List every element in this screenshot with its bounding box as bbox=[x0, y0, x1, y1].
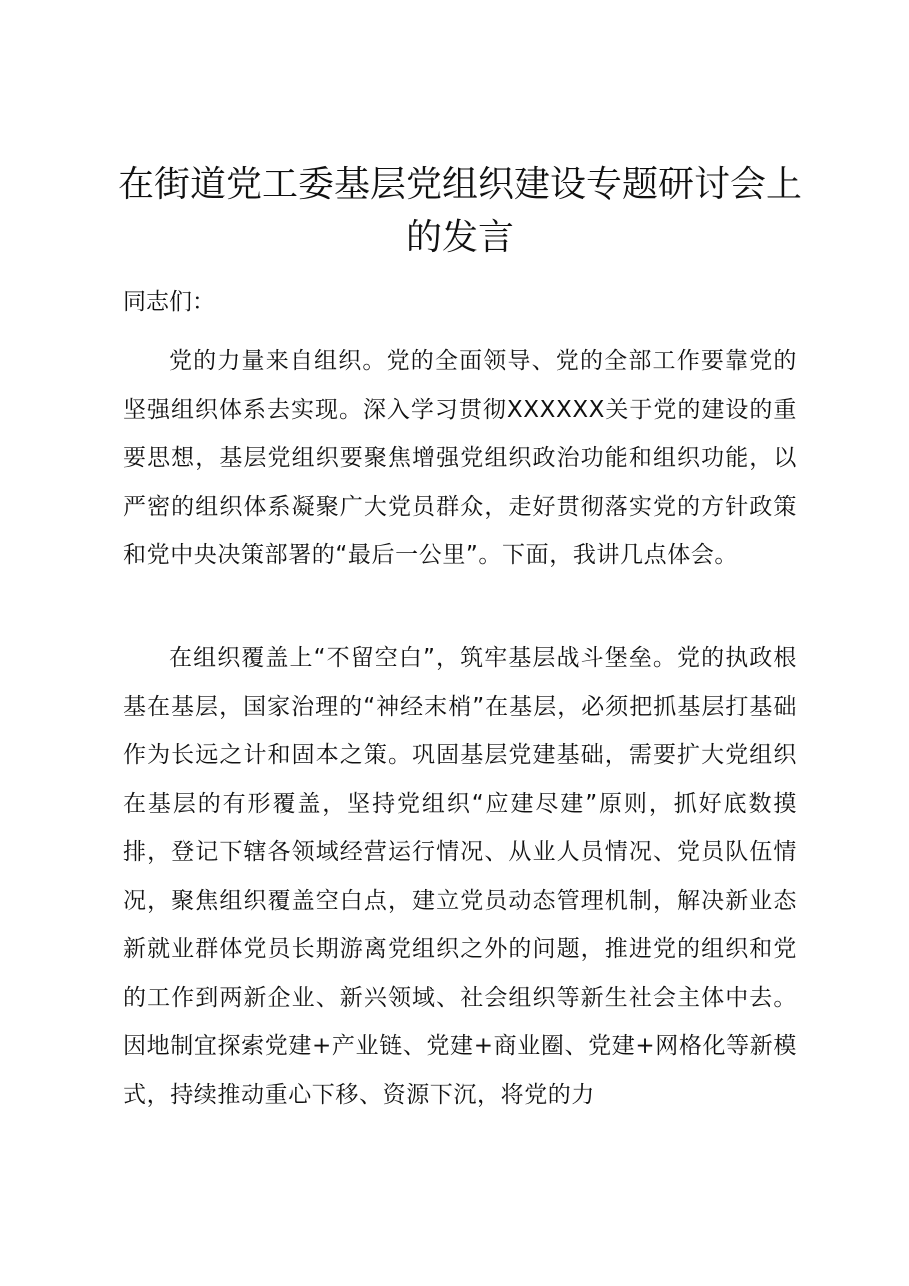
paragraph-2: 在组织覆盖上“不留空白”，筑牢基层战斗堡垒。党的执政根基在基层，国家治理的“神经末梢”在基层，必须把抓基层打基础作为长远之计和固本之策。巩固基层党建基础，需要扩大党组织在基层的有形覆盖，坚持党组织“应建尽建”原则，抓好底数摸排，登记下辖各领域经营运行情况、从业人员情况、党员队伍情况，聚焦组织覆盖空白点，建立党员动态管理机制，解决新业态新就业群体党员长期游离党组织之外的问题，推进党的组织和党的工作到两新企业、新兴领域、社会组织等新生社会主体中去。因地制宜探索党建+产业链、党建+商业圈、党建+网格化等新模式，持续推动重心下移、资源下沉，将党的力 bbox=[123, 645, 797, 1108]
paragraph-1: 党的力量来自组织。党的全面领导、党的全部工作要靠党的坚强组织体系去实现。深入学习贯彻XXXXXX关于党的建设的重要思想，基层党组织要聚焦增强党组织政治功能和组织功能，以严密的组织体系凝聚广大党员群众，走好贯彻落实党的方针政策和党中央决策部署的“最后一公里”。下面，我讲几点体会。 bbox=[123, 348, 797, 568]
greeting: 同志们： bbox=[123, 289, 215, 315]
document-title: 在街道党工委基层党组织建设专题研讨会上的发言 bbox=[117, 164, 802, 258]
